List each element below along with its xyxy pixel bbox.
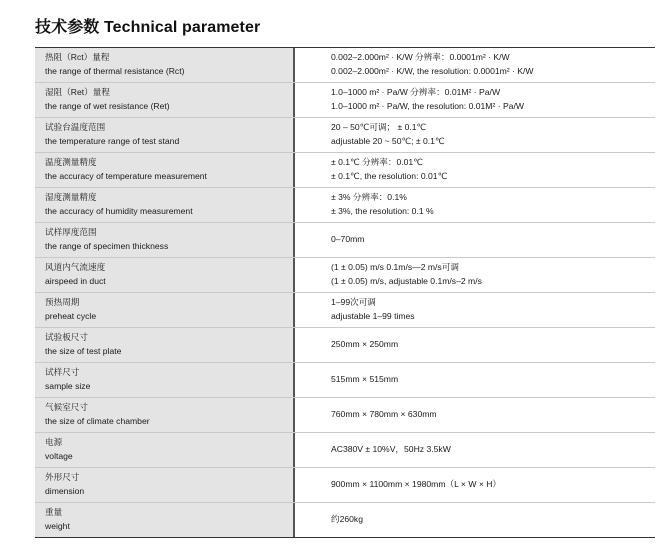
spec-value-cell — [295, 83, 655, 117]
spec-value-primary: 250mm × 250mm — [331, 338, 399, 349]
spec-label-cell — [35, 153, 293, 187]
spec-value-cell — [295, 328, 655, 362]
spec-label-en: the size of climate chamber — [45, 415, 150, 426]
spec-row — [35, 47, 655, 82]
spec-label-en: the range of wet resistance (Ret) — [45, 100, 170, 111]
spec-label-en: dimension — [45, 485, 85, 496]
spec-value-cell — [295, 48, 655, 82]
spec-value-primary: 约260kg — [331, 513, 364, 524]
spec-value-primary: (1 ± 0.05) m/s 0.1m/s—2 m/s可调 — [331, 261, 459, 272]
spec-value-primary: 900mm × 1100mm × 1980mm（L × W × H） — [331, 478, 502, 489]
spec-label-cn: 预热周期 — [45, 296, 80, 307]
spec-label-en: the size of test plate — [45, 345, 122, 356]
spec-label-cell — [35, 118, 293, 152]
spec-label-cn: 试样尺寸 — [45, 366, 80, 377]
spec-row — [35, 327, 655, 362]
spec-value-cell — [295, 468, 655, 502]
spec-value-primary: 1–99次可调 — [331, 296, 376, 307]
spec-label-cell — [35, 48, 293, 82]
spec-value-cell — [295, 118, 655, 152]
spec-label-cn: 温度测量精度 — [45, 156, 97, 167]
spec-value-secondary: ± 3%, the resolution: 0.1 % — [331, 205, 434, 216]
spec-value-cell — [295, 258, 655, 292]
spec-value-secondary: (1 ± 0.05) m/s, adjustable 0.1m/s–2 m/s — [331, 275, 482, 286]
spec-label-cn: 外形尺寸 — [45, 471, 80, 482]
spec-value-cell — [295, 153, 655, 187]
spec-row — [35, 362, 655, 397]
spec-row — [35, 397, 655, 432]
spec-label-cn: 试样厚度范围 — [45, 226, 97, 237]
spec-label-en: airspeed in duct — [45, 275, 106, 286]
spec-label-cn: 湿阻（Ret）量程 — [45, 86, 110, 97]
spec-value-primary: AC380V ± 10%V，50Hz 3.5kW — [331, 443, 451, 454]
spec-row — [35, 257, 655, 292]
spec-label-en: the temperature range of test stand — [45, 135, 180, 146]
spec-row — [35, 152, 655, 187]
spec-value-primary: 515mm × 515mm — [331, 373, 399, 384]
spec-value-cell — [295, 503, 655, 537]
spec-value-primary: 0–70mm — [331, 233, 365, 244]
spec-label-cn: 电源 — [45, 436, 63, 447]
spec-value-primary: 20 – 50℃可调； ± 0.1℃ — [331, 121, 427, 132]
spec-value-secondary: ± 0.1℃, the resolution: 0.01℃ — [331, 170, 448, 181]
spec-value-primary: 1.0–1000 m² · Pa/W 分辨率：0.01M² · Pa/W — [331, 86, 501, 97]
spec-label-cn: 试验台温度范围 — [45, 121, 106, 132]
spec-label-cn: 重量 — [45, 506, 63, 517]
spec-value-cell — [295, 398, 655, 432]
spec-value-primary: 0.002–2.000m² · K/W 分辨率：0.0001m² · K/W — [331, 51, 510, 62]
spec-label-cell — [35, 398, 293, 432]
spec-row — [35, 222, 655, 257]
spec-row — [35, 187, 655, 222]
spec-label-en: voltage — [45, 450, 73, 461]
spec-row — [35, 292, 655, 327]
spec-row — [35, 432, 655, 467]
spec-label-cell — [35, 223, 293, 257]
spec-label-cn: 热阻（Rct）量程 — [45, 51, 110, 62]
spec-label-cell — [35, 503, 293, 537]
spec-value-primary: ± 0.1℃ 分辨率：0.01℃ — [331, 156, 423, 167]
spec-value-secondary: 1.0–1000 m² · Pa/W, the resolution: 0.01M² · Pa/W — [331, 100, 524, 111]
spec-row — [35, 117, 655, 152]
spec-value-secondary: adjustable 20 ~ 50℃; ± 0.1℃ — [331, 135, 445, 146]
page-title: 技术参数 Technical parameter — [35, 19, 261, 36]
spec-label-en: sample size — [45, 380, 91, 391]
spec-label-cn: 试验板尺寸 — [45, 331, 88, 342]
spec-label-cell — [35, 468, 293, 502]
spec-label-cn: 湿度测量精度 — [45, 191, 97, 202]
spec-value-cell — [295, 433, 655, 467]
spec-label-en: the range of specimen thickness — [45, 240, 169, 251]
spec-label-cell — [35, 83, 293, 117]
spec-row — [35, 467, 655, 502]
spec-label-cell — [35, 363, 293, 397]
spec-label-en: the accuracy of temperature measurement — [45, 170, 207, 181]
spec-label-cell — [35, 328, 293, 362]
spec-table — [35, 47, 655, 538]
spec-value-secondary: 0.002–2.000m² · K/W, the resolution: 0.0001m² · K/W — [331, 65, 534, 76]
spec-value-primary: 760mm × 780mm × 630mm — [331, 408, 437, 419]
spec-label-en: preheat cycle — [45, 310, 97, 321]
spec-value-cell — [295, 293, 655, 327]
spec-label-en: the range of thermal resistance (Rct) — [45, 65, 185, 76]
spec-label-cell — [35, 188, 293, 222]
spec-label-en: weight — [45, 520, 70, 531]
spec-value-cell — [295, 223, 655, 257]
spec-value-cell — [295, 188, 655, 222]
spec-label-cell — [35, 433, 293, 467]
spec-label-cn: 风道内气流速度 — [45, 261, 106, 272]
spec-row — [35, 82, 655, 117]
spec-label-cell — [35, 293, 293, 327]
spec-row — [35, 502, 655, 538]
spec-label-cn: 气候室尺寸 — [45, 401, 88, 412]
spec-label-cell — [35, 258, 293, 292]
spec-label-en: the accuracy of humidity measurement — [45, 205, 193, 216]
spec-value-primary: ± 3% 分辨率：0.1% — [331, 191, 407, 202]
spec-value-cell — [295, 363, 655, 397]
spec-value-secondary: adjustable 1–99 times — [331, 310, 415, 321]
